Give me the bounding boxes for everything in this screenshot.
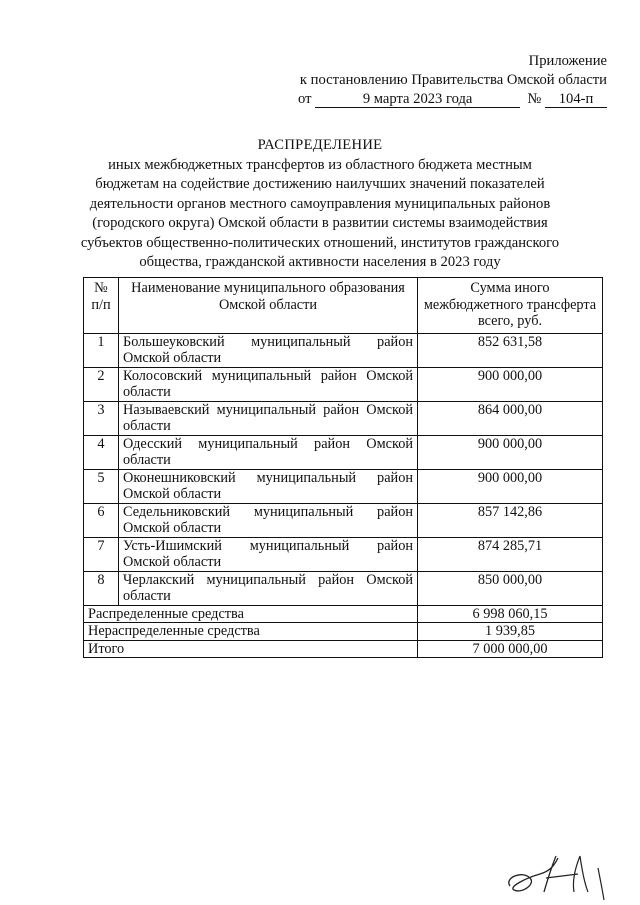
row-sum: 864 000,00	[418, 401, 603, 435]
row-name: Большеуковский муниципальный район Омской области	[119, 333, 418, 367]
total-row-distributed	[84, 605, 603, 623]
row-name: Черлакский муниципальный район Омской области	[119, 571, 418, 605]
table-row	[84, 435, 603, 469]
title-line: субъектов общественно-политических отношений, институтов гражданского	[80, 234, 560, 251]
total-label: Распределенные средства	[84, 605, 418, 623]
row-num: 3	[84, 401, 119, 435]
header-num: № п/п	[84, 278, 119, 334]
title-line: иных межбюджетных трансфертов из областного бюджета местным	[108, 156, 532, 173]
header-sum: Сумма иного межбюджетного трансферта всего, руб.	[418, 278, 603, 334]
title-line: (городского округа) Омской области в развитии системы взаимодействия	[92, 215, 548, 231]
total-row-grand	[84, 640, 603, 658]
distribution-table	[83, 277, 603, 658]
row-sum: 852 631,58	[418, 333, 603, 367]
row-num: 1	[84, 333, 119, 367]
appendix-label: Приложение	[528, 53, 607, 69]
appendix-decree-ref: к постановлению Правительства Омской области	[299, 72, 607, 88]
row-name: Называевский муниципальный район Омской области	[119, 401, 418, 435]
row-num: 6	[84, 503, 119, 537]
total-sum: 7 000 000,00	[418, 640, 603, 658]
row-sum: 857 142,86	[418, 503, 603, 537]
title-line: общества, гражданской активности населения в 2023 году	[139, 254, 501, 270]
appendix-date: 9 марта 2023 года	[315, 91, 520, 108]
total-label: Нераспределенные средства	[84, 623, 418, 641]
row-sum: 874 285,71	[418, 537, 603, 571]
header-name: Наименование муниципального образования Омской области	[119, 278, 418, 334]
table-row	[84, 503, 603, 537]
table-row	[84, 571, 603, 605]
table-row	[84, 401, 603, 435]
title-heading: РАСПРЕДЕЛЕНИЕ	[257, 137, 383, 153]
table-row	[84, 333, 603, 367]
appendix-date-line	[298, 90, 607, 109]
row-num: 8	[84, 571, 119, 605]
table-row	[84, 469, 603, 503]
row-num: 7	[84, 537, 119, 571]
total-label: Итого	[84, 640, 418, 658]
row-sum: 900 000,00	[418, 469, 603, 503]
title-line: бюджетам на содействие достижению наилучших значений показателей	[95, 176, 545, 192]
row-sum: 850 000,00	[418, 571, 603, 605]
row-name: Усть-Ишимский муниципальный район Омской области	[119, 537, 418, 571]
appendix-from-label: от	[297, 91, 312, 107]
table-row	[84, 537, 603, 571]
handwritten-signature-icon	[500, 848, 620, 903]
total-sum: 1 939,85	[418, 623, 603, 641]
row-sum: 900 000,00	[418, 367, 603, 401]
row-name: Одесский муниципальный район Омской области	[119, 435, 418, 469]
appendix-number: 104-п	[545, 91, 607, 108]
row-num: 4	[84, 435, 119, 469]
total-row-undistributed	[84, 623, 603, 641]
title-line: деятельности органов местного самоуправления муниципальных районов	[89, 195, 551, 212]
appendix-number-sign: №	[527, 91, 542, 107]
row-sum: 900 000,00	[418, 435, 603, 469]
row-num: 2	[84, 367, 119, 401]
row-num: 5	[84, 469, 119, 503]
row-name: Колосовский муниципальный район Омской области	[119, 367, 418, 401]
document-title	[60, 136, 580, 273]
table-header-row	[84, 278, 603, 334]
table-row	[84, 367, 603, 401]
row-name: Оконешниковский муниципальный район Омской области	[119, 469, 418, 503]
row-name: Седельниковский муниципальный район Омской области	[119, 503, 418, 537]
total-sum: 6 998 060,15	[418, 605, 603, 623]
appendix-header	[298, 52, 607, 109]
